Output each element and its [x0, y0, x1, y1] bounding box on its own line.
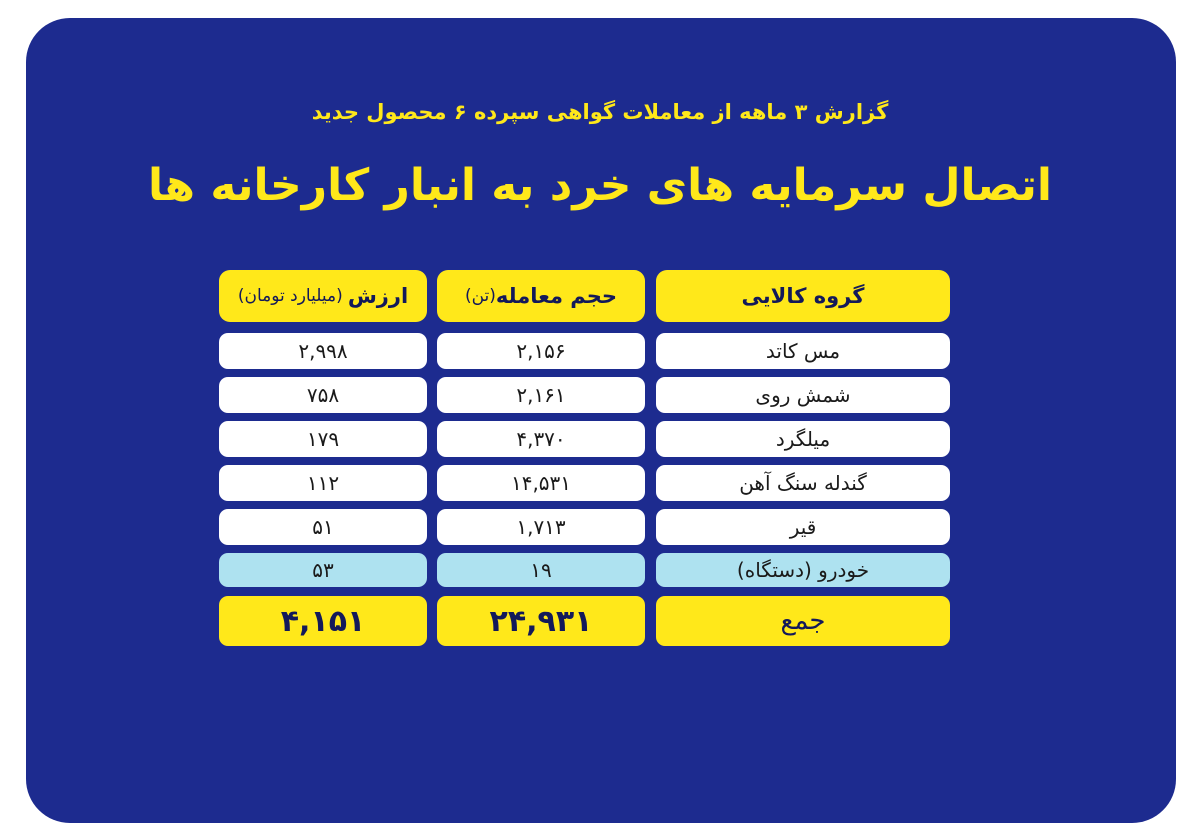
table-cell-volume: ۴,۳۷۰ — [437, 421, 645, 457]
table-cell-commodity: قیر — [656, 509, 950, 545]
header-value — [219, 270, 427, 322]
header-commodity-group — [656, 270, 950, 322]
header-commodity-label: گروه کالایی — [741, 284, 865, 308]
table-cell-commodity: مس کاتد — [656, 333, 950, 369]
table-cell-commodity: میلگرد — [656, 421, 950, 457]
total-label-cell — [656, 596, 950, 646]
total-value-cell — [219, 596, 427, 646]
table-cell-volume: ۱۴,۵۳۱ — [437, 465, 645, 501]
header-volume-label: حجم معامله — [495, 284, 618, 308]
table-cell-value: ۲,۹۹۸ — [219, 333, 427, 369]
header-value-label: ارزش — [347, 284, 409, 308]
table-cell-volume: ۲,۱۵۶ — [437, 333, 645, 369]
table-cell-volume: ۲,۱۶۱ — [437, 377, 645, 413]
table-cell-commodity: شمش روی — [656, 377, 950, 413]
header-volume-unit: (تن) — [464, 286, 496, 306]
table-cell-value: ۱۷۹ — [219, 421, 427, 457]
total-volume-cell — [437, 596, 645, 646]
page-title: اتصال سرمایه های خرد به انبار کارخانه ها — [147, 160, 1053, 211]
table-cell-value: ۷۵۸ — [219, 377, 427, 413]
table-cell-volume: ۱۹ — [437, 553, 645, 587]
total-volume: ۲۴,۹۳۱ — [489, 603, 593, 639]
table-cell-value: ۵۱ — [219, 509, 427, 545]
total-value: ۴,۱۵۱ — [280, 603, 366, 639]
table-cell-volume: ۱,۷۱۳ — [437, 509, 645, 545]
subtitle: گزارش ۳ ماهه از معاملات گواهی سپرده ۶ محصول جدید — [311, 100, 889, 124]
total-label: جمع — [780, 606, 826, 636]
table-cell-commodity: خودرو (دستگاه) — [656, 553, 950, 587]
table-cell-value: ۵۳ — [219, 553, 427, 587]
table-cell-commodity: گندله سنگ آهن — [656, 465, 950, 501]
header-trade-volume — [437, 270, 645, 322]
table-cell-value: ۱۱۲ — [219, 465, 427, 501]
header-value-unit: (میلیارد تومان) — [237, 286, 343, 306]
